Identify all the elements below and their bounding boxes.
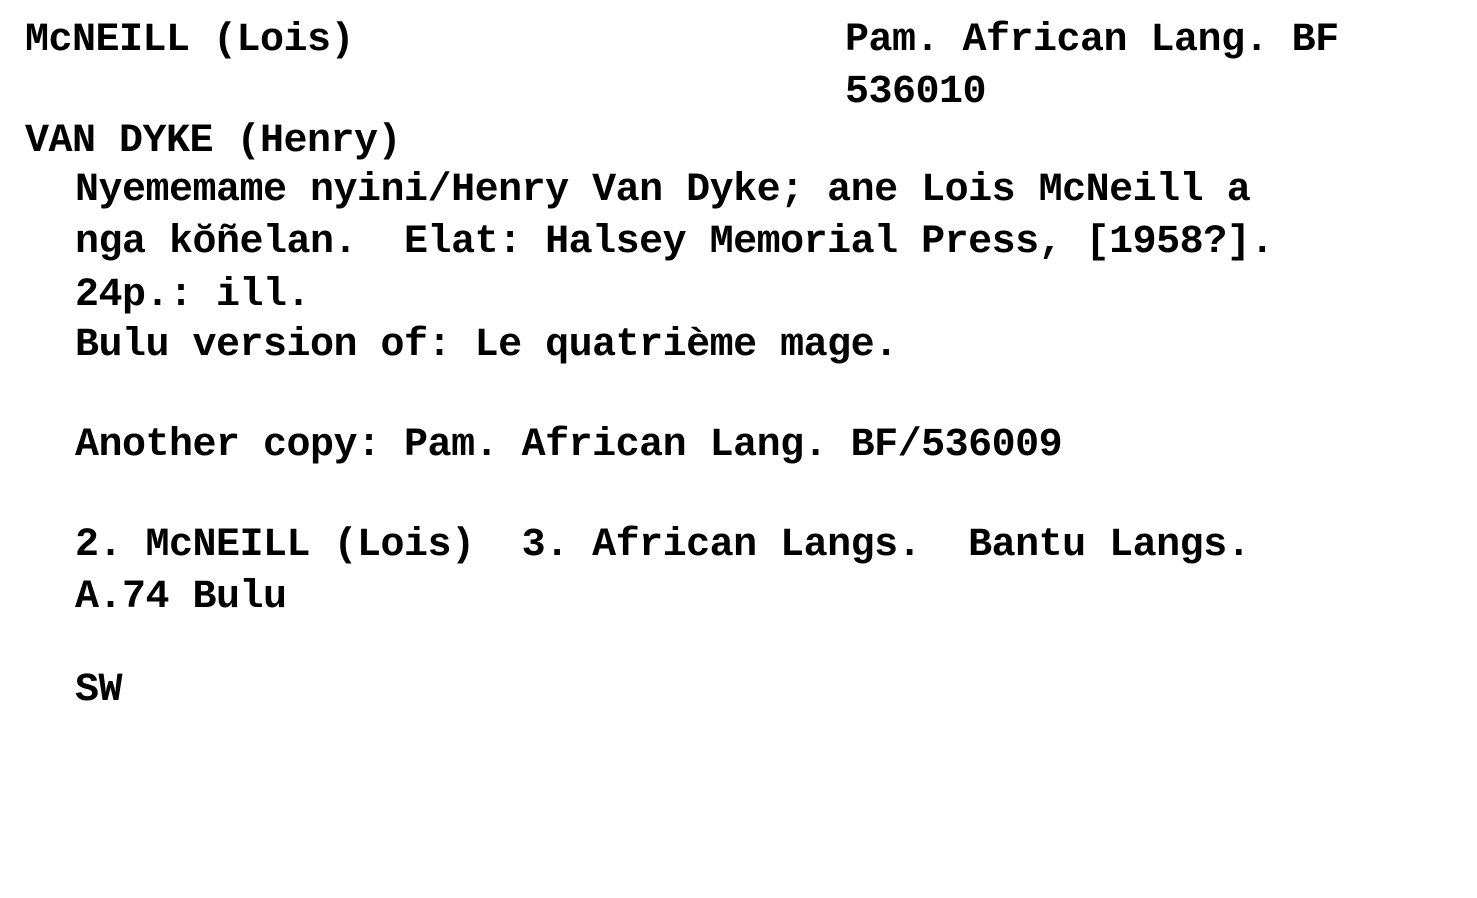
version-note: Bulu version of: Le quatrième mage. <box>75 323 898 368</box>
physical-description: 24p.: ill. <box>75 273 311 318</box>
title-statement-line-1: Nyememame nyini/Henry Van Dyke; ane Lois McNeill a <box>75 168 1251 213</box>
tracings-line-1: 2. McNEILL (Lois) 3. African Langs. Bantu Langs. <box>75 523 1251 568</box>
call-number-line-2: 536010 <box>845 70 987 115</box>
tracings-line-2: A.74 Bulu <box>75 575 287 620</box>
added-entry-heading: McNEILL (Lois) <box>25 18 355 63</box>
cataloger-initials: SW <box>75 668 123 713</box>
title-statement-line-2: nga kŏñelan. Elat: Halsey Memorial Press, [1958?]. <box>75 220 1274 265</box>
call-number-line-1: Pam. African Lang. BF <box>845 18 1339 63</box>
main-entry-author: VAN DYKE (Henry) <box>25 119 402 164</box>
another-copy-note: Another copy: Pam. African Lang. BF/536009 <box>75 423 1063 468</box>
